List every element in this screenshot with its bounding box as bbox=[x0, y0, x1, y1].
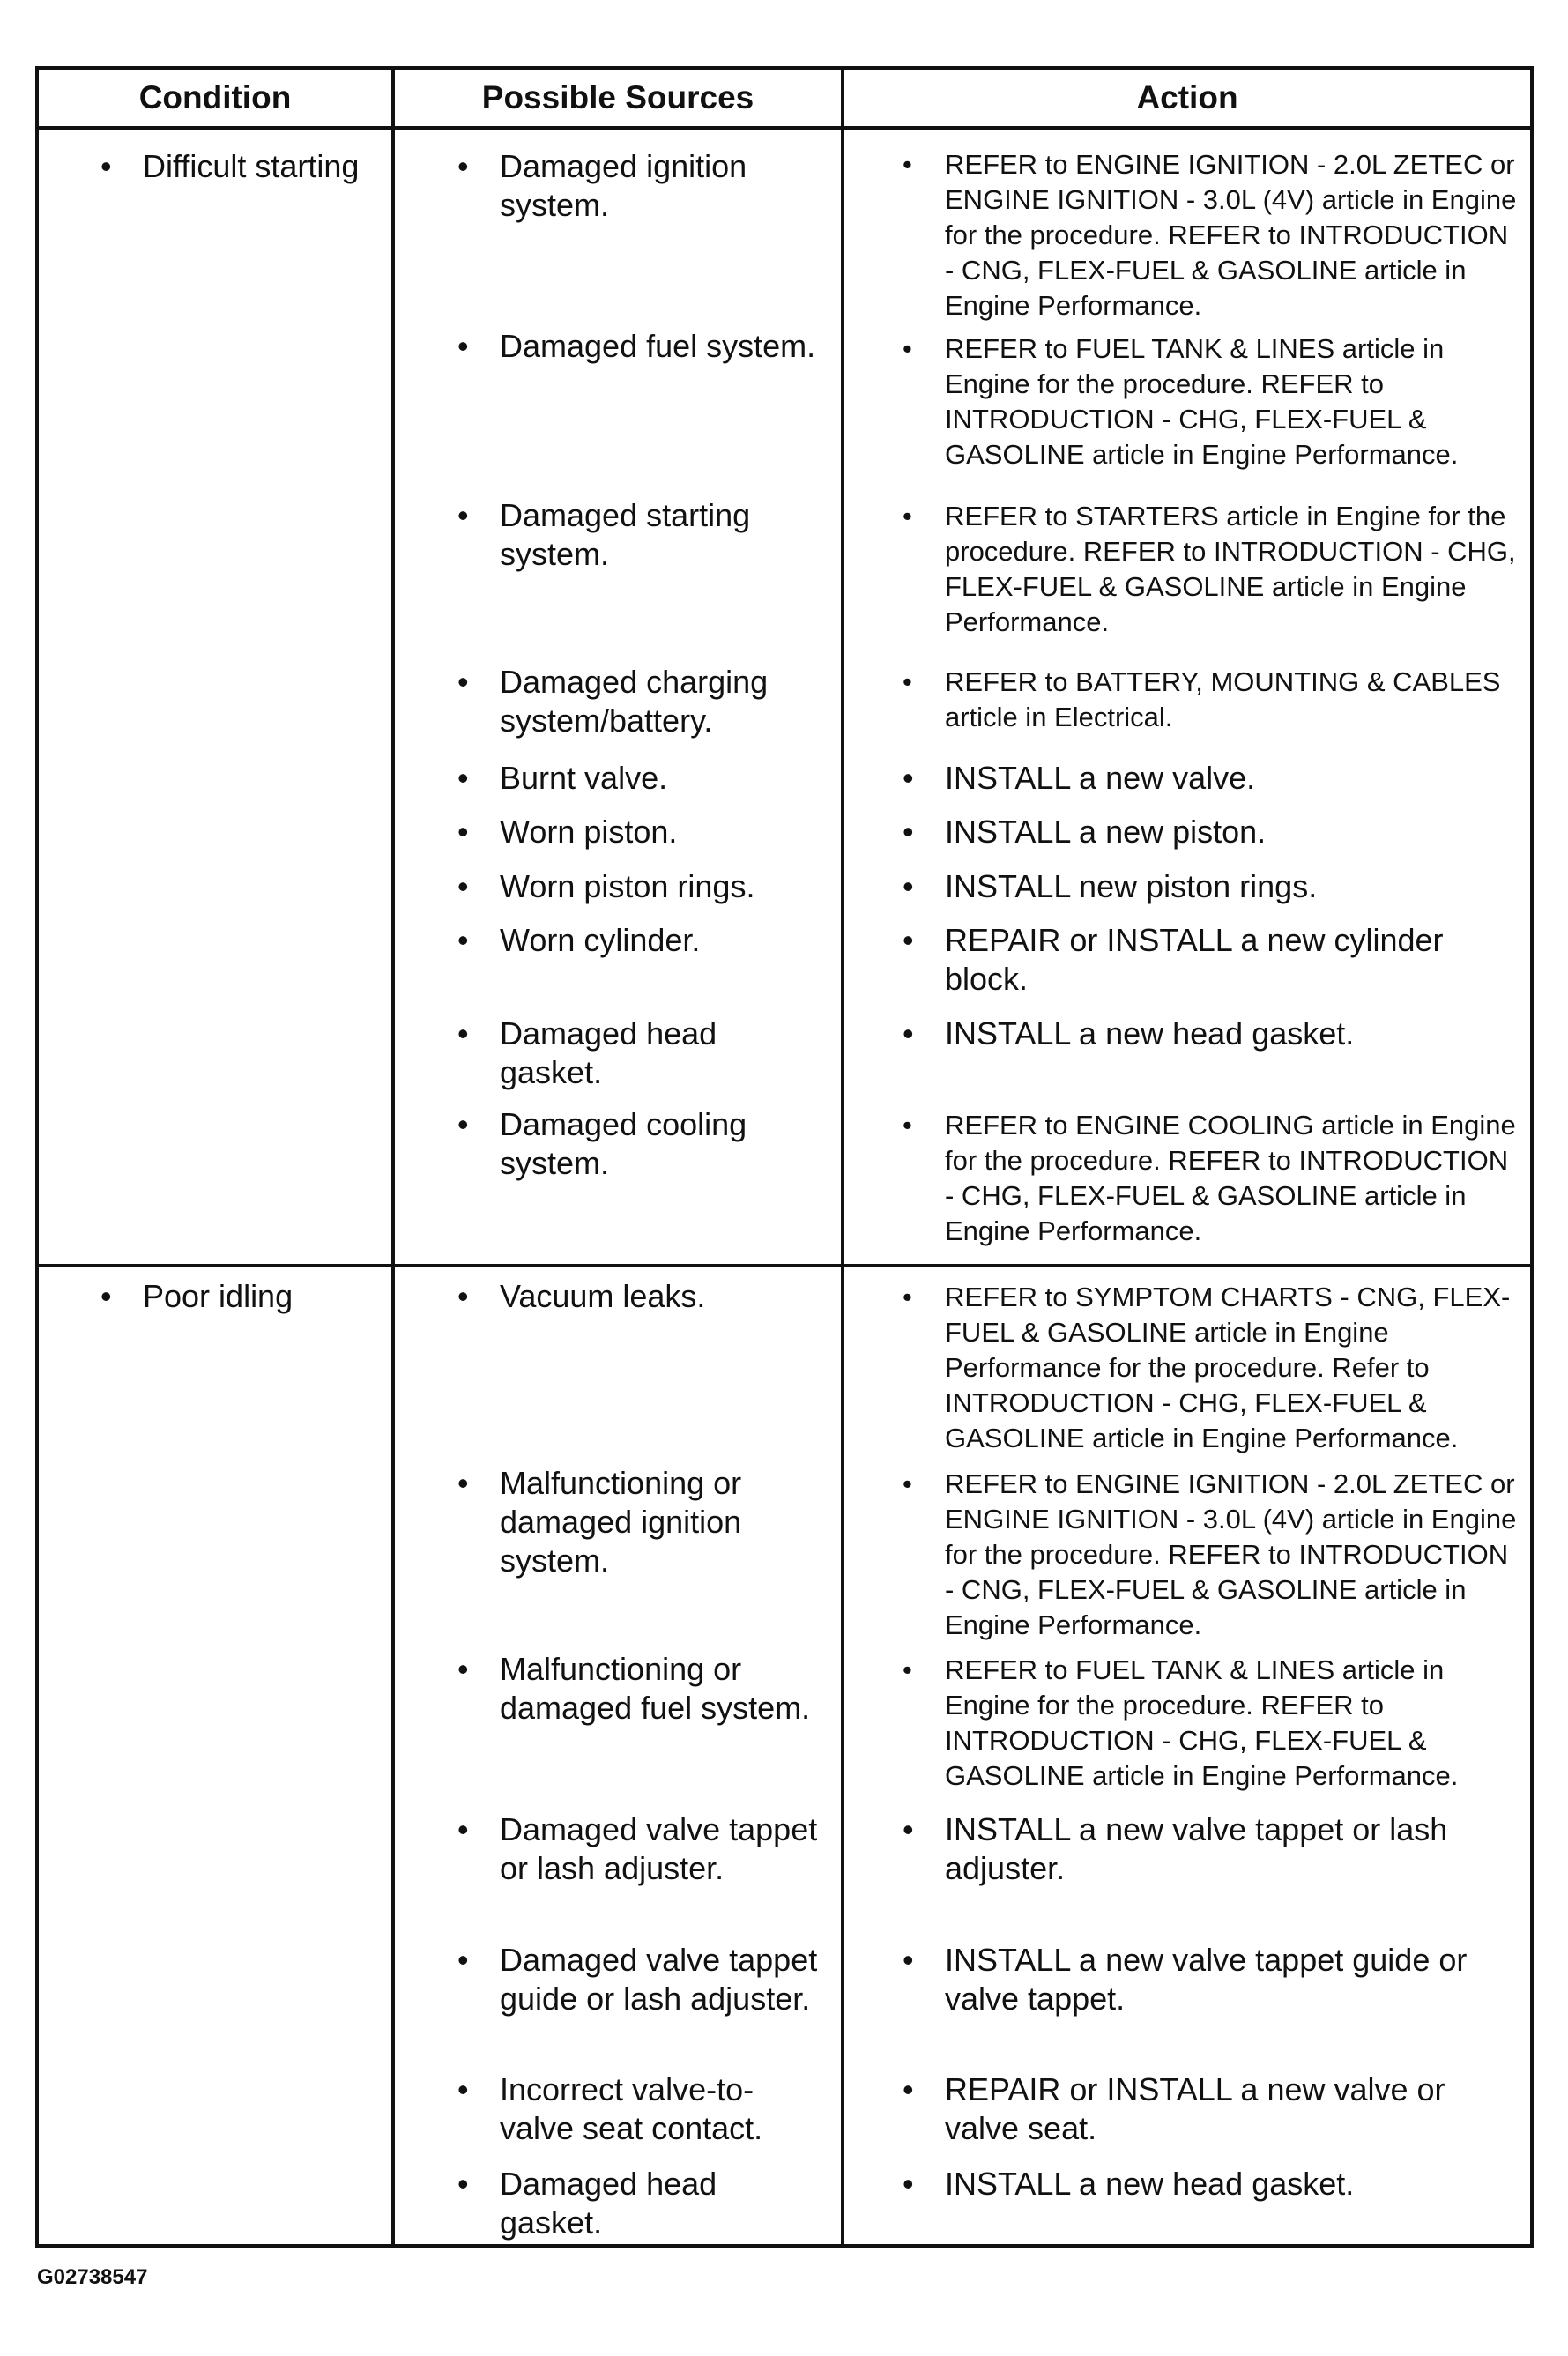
action-text: INSTALL new piston rings. bbox=[945, 868, 1318, 904]
action-item bbox=[903, 867, 1520, 906]
action-text: REFER to STARTERS article in Engine for the procedure. REFER to INTRODUCTION - CHG, FLEX-FUEL & GASOLINE article in Engine Performance. bbox=[945, 501, 1516, 637]
source-text: Worn piston rings. bbox=[500, 868, 755, 904]
action-item bbox=[903, 1280, 1520, 1456]
action-text: INSTALL a new head gasket. bbox=[945, 1015, 1355, 1052]
source-item bbox=[457, 1810, 828, 1888]
action-item bbox=[903, 331, 1520, 472]
bullet: • bbox=[457, 868, 469, 904]
source-item bbox=[457, 327, 828, 366]
action-text: REFER to ENGINE IGNITION - 2.0L ZETEC or ENGINE IGNITION - 3.0L (4V) article in Engine for the procedure. REFER to INTRODUCTION - CNG, FLEX-FUEL & GASOLINE article in Engine Performance. bbox=[945, 149, 1517, 321]
bullet: • bbox=[903, 760, 914, 796]
source-item bbox=[457, 867, 828, 906]
source-text: Damaged ignition system. bbox=[500, 148, 747, 223]
action-item bbox=[903, 1108, 1520, 1249]
source-text: Worn cylinder. bbox=[500, 922, 701, 958]
source-text: Damaged valve tappet guide or lash adjuster. bbox=[500, 1942, 818, 2017]
section-divider bbox=[39, 1264, 1530, 1267]
action-text: REFER to ENGINE IGNITION - 2.0L ZETEC or ENGINE IGNITION - 3.0L (4V) article in Engine for the procedure. REFER to INTRODUCTION - CNG, FLEX-FUEL & GASOLINE article in Engine Performance. bbox=[945, 1468, 1517, 1640]
column-divider bbox=[841, 70, 844, 2244]
bullet: • bbox=[457, 2166, 469, 2202]
action-item bbox=[903, 921, 1520, 999]
source-item bbox=[457, 1464, 828, 1580]
action-item bbox=[903, 1941, 1520, 2018]
condition-text: Difficult starting bbox=[143, 148, 360, 184]
condition-cell bbox=[100, 147, 365, 186]
bullet: • bbox=[457, 497, 469, 533]
source-text: Damaged cooling system. bbox=[500, 1106, 747, 1181]
source-text: Damaged head gasket. bbox=[500, 2166, 717, 2241]
bullet: • bbox=[903, 1942, 914, 1978]
bullet: • bbox=[903, 1110, 912, 1141]
source-text: Vacuum leaks. bbox=[500, 1278, 706, 1314]
source-text: Malfunctioning or damaged fuel system. bbox=[500, 1651, 811, 1726]
bullet: • bbox=[903, 1811, 914, 1847]
action-text: INSTALL a new head gasket. bbox=[945, 2166, 1355, 2202]
bullet: • bbox=[457, 760, 469, 796]
action-text: INSTALL a new valve. bbox=[945, 760, 1256, 796]
bullet: • bbox=[903, 1468, 912, 1499]
header-condition: Condition bbox=[138, 79, 292, 115]
bullet: • bbox=[457, 328, 469, 364]
source-text: Damaged head gasket. bbox=[500, 1015, 717, 1090]
action-item bbox=[903, 1014, 1520, 1053]
bullet: • bbox=[903, 922, 914, 958]
source-item bbox=[457, 1941, 828, 2018]
source-item bbox=[457, 1650, 828, 1728]
source-item bbox=[457, 2070, 828, 2148]
bullet: • bbox=[903, 1282, 912, 1312]
action-item bbox=[903, 813, 1520, 851]
bullet: • bbox=[903, 501, 912, 531]
symptom-table bbox=[35, 66, 1534, 2248]
bullet: • bbox=[903, 1654, 912, 1685]
action-text: REFER to ENGINE COOLING article in Engine for the procedure. REFER to INTRODUCTION - CHG, FLEX-FUEL & GASOLINE article in Engine Performance. bbox=[945, 1110, 1516, 1246]
source-text: Damaged valve tappet or lash adjuster. bbox=[500, 1811, 818, 1886]
source-text: Damaged starting system. bbox=[500, 497, 751, 572]
action-item bbox=[903, 2070, 1520, 2148]
action-text: INSTALL a new valve tappet or lash adjuster. bbox=[945, 1811, 1448, 1886]
bullet: • bbox=[903, 868, 914, 904]
action-item bbox=[903, 665, 1520, 735]
source-item bbox=[457, 1014, 828, 1092]
action-item bbox=[903, 1653, 1520, 1794]
source-item bbox=[457, 496, 828, 574]
action-text: INSTALL a new valve tappet guide or valve tappet. bbox=[945, 1942, 1468, 2017]
source-text: Worn piston. bbox=[500, 814, 678, 850]
bullet: • bbox=[457, 1651, 469, 1687]
bullet: • bbox=[903, 666, 912, 697]
bullet: • bbox=[457, 1465, 469, 1501]
bullet: • bbox=[100, 148, 112, 184]
action-text: REFER to SYMPTOM CHARTS - CNG, FLEX-FUEL & GASOLINE article in Engine Performance for the procedure. Refer to INTRODUCTION - CHG, FLEX-FUEL & GASOLINE article in Engine Performance. bbox=[945, 1282, 1511, 1453]
bullet: • bbox=[903, 2071, 914, 2107]
condition-text: Poor idling bbox=[143, 1278, 294, 1314]
source-text: Damaged fuel system. bbox=[500, 328, 816, 364]
source-item bbox=[457, 1105, 828, 1183]
bullet: • bbox=[903, 333, 912, 364]
bullet: • bbox=[457, 814, 469, 850]
figure-id: G02738547 bbox=[37, 2265, 148, 2289]
source-item bbox=[457, 147, 828, 225]
source-text: Malfunctioning or damaged ignition system. bbox=[500, 1465, 742, 1579]
action-item bbox=[903, 499, 1520, 640]
source-text: Damaged charging system/battery. bbox=[500, 664, 769, 739]
source-item bbox=[457, 663, 828, 740]
source-text: Incorrect valve-to-valve seat contact. bbox=[500, 2071, 763, 2146]
action-text: INSTALL a new piston. bbox=[945, 814, 1267, 850]
bullet: • bbox=[457, 1015, 469, 1052]
source-item bbox=[457, 921, 828, 960]
bullet: • bbox=[457, 2071, 469, 2107]
bullet: • bbox=[457, 664, 469, 700]
bullet: • bbox=[903, 149, 912, 180]
bullet: • bbox=[100, 1278, 112, 1314]
bullet: • bbox=[903, 814, 914, 850]
action-item bbox=[903, 147, 1520, 323]
header-action: Action bbox=[1136, 79, 1238, 115]
bullet: • bbox=[903, 2166, 914, 2202]
table-header-row bbox=[39, 70, 1530, 130]
bullet: • bbox=[457, 922, 469, 958]
bullet: • bbox=[457, 1106, 469, 1142]
action-text: REPAIR or INSTALL a new cylinder block. bbox=[945, 922, 1444, 997]
action-item bbox=[903, 1467, 1520, 1643]
action-item bbox=[903, 1810, 1520, 1888]
action-text: REFER to FUEL TANK & LINES article in Engine for the procedure. REFER to INTRODUCTION - CHG, FLEX-FUEL & GASOLINE article in Engine Performance. bbox=[945, 333, 1459, 470]
source-item bbox=[457, 1277, 828, 1316]
source-item bbox=[457, 813, 828, 851]
bullet: • bbox=[903, 1015, 914, 1052]
column-divider bbox=[391, 70, 395, 2244]
header-possible-sources: Possible Sources bbox=[481, 79, 754, 115]
action-text: REFER to FUEL TANK & LINES article in Engine for the procedure. REFER to INTRODUCTION - CHG, FLEX-FUEL & GASOLINE article in Engine Performance. bbox=[945, 1654, 1459, 1791]
bullet: • bbox=[457, 1942, 469, 1978]
bullet: • bbox=[457, 1278, 469, 1314]
condition-cell bbox=[100, 1277, 365, 1316]
action-text: REPAIR or INSTALL a new valve or valve seat. bbox=[945, 2071, 1445, 2146]
bullet: • bbox=[457, 1811, 469, 1847]
source-text: Burnt valve. bbox=[500, 760, 668, 796]
bullet: • bbox=[457, 148, 469, 184]
source-item bbox=[457, 2165, 828, 2242]
action-item bbox=[903, 2165, 1520, 2204]
source-item bbox=[457, 759, 828, 798]
action-item bbox=[903, 759, 1520, 798]
action-text: REFER to BATTERY, MOUNTING & CABLES article in Electrical. bbox=[945, 666, 1501, 732]
